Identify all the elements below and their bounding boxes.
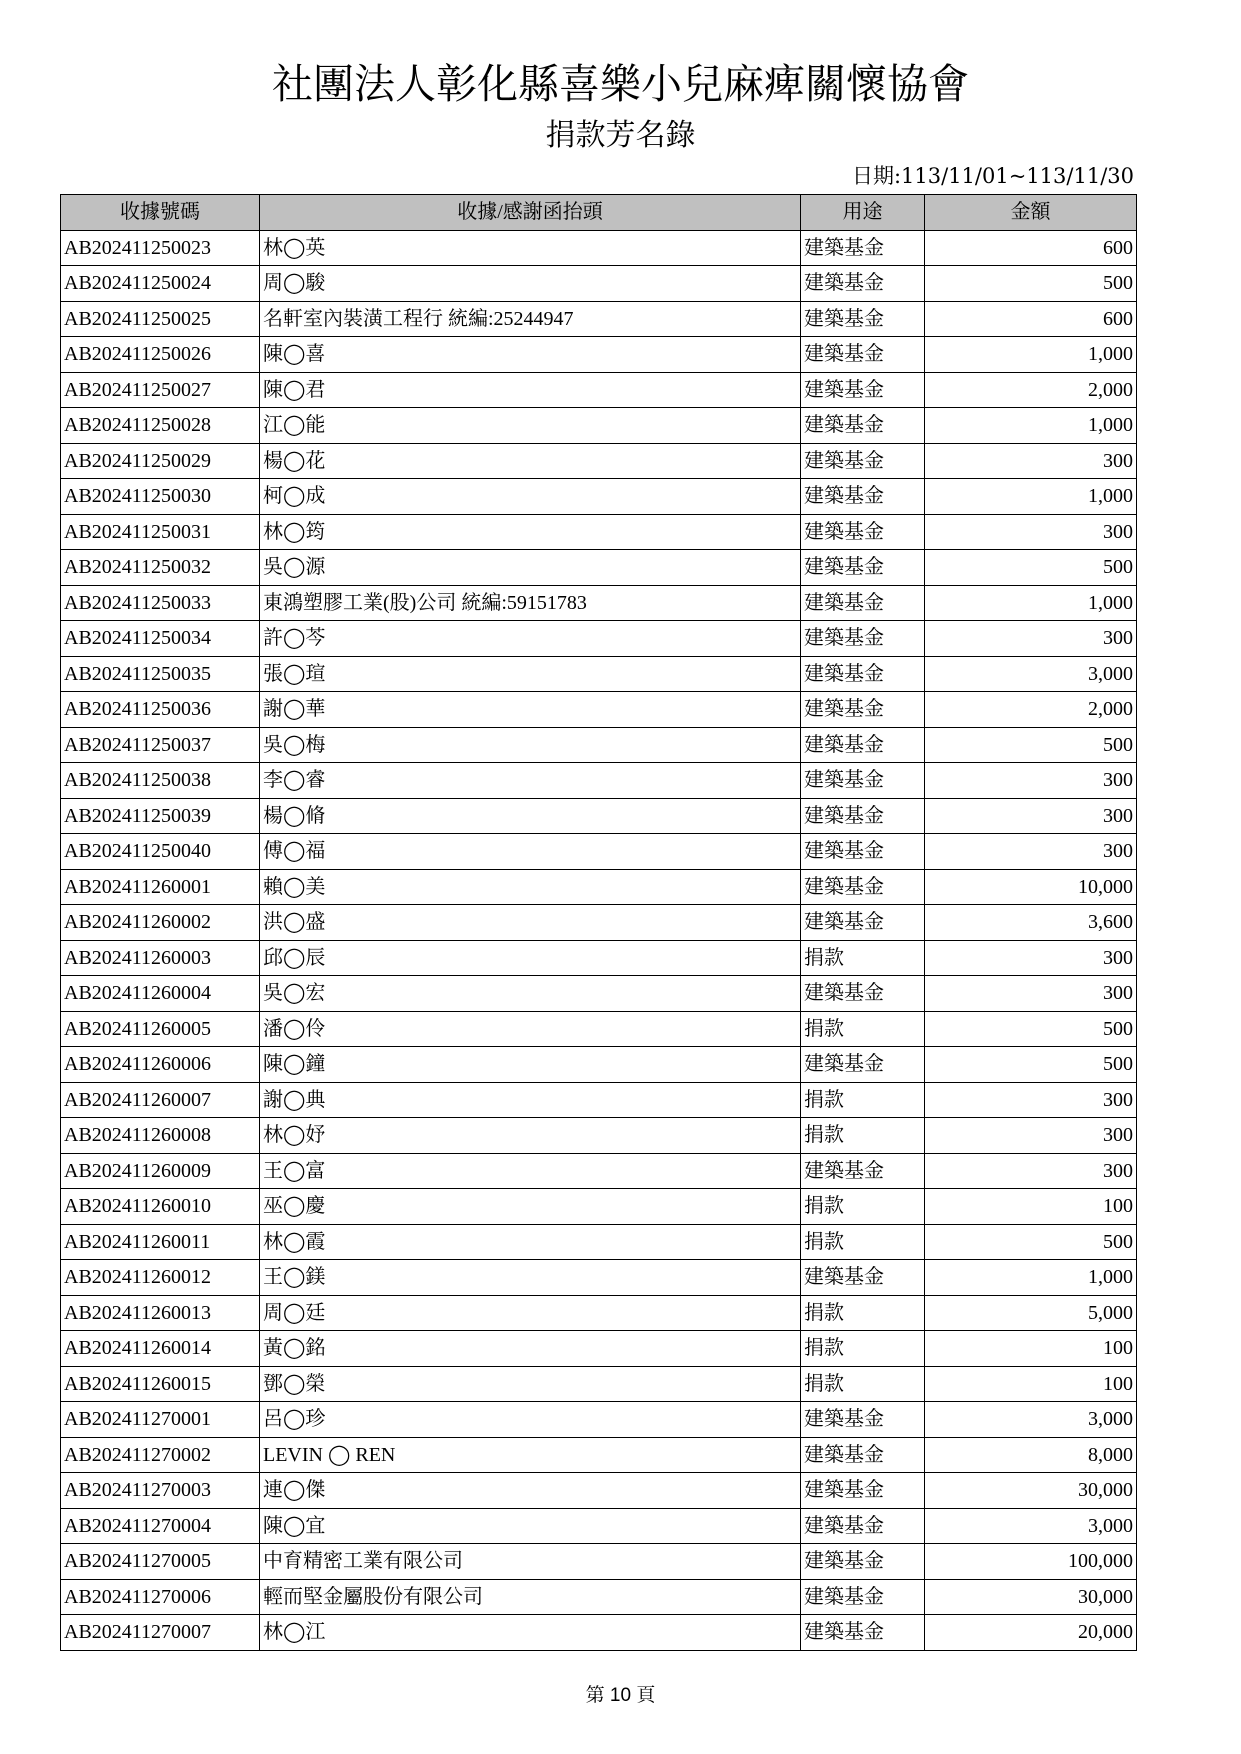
receipt-title-cell: 賴◯美 bbox=[260, 869, 801, 905]
table-row bbox=[61, 1295, 1137, 1331]
amount-cell: 30,000 bbox=[925, 1579, 1137, 1615]
table-row bbox=[61, 514, 1137, 550]
receipt-number-cell: AB202411250028 bbox=[61, 408, 260, 444]
purpose-cell: 建築基金 bbox=[801, 1473, 925, 1509]
table-row bbox=[61, 1544, 1137, 1580]
receipt-title-cell: 陳◯君 bbox=[260, 372, 801, 408]
receipt-title-cell: 楊◯花 bbox=[260, 443, 801, 479]
purpose-cell: 建築基金 bbox=[801, 905, 925, 941]
amount-cell: 30,000 bbox=[925, 1473, 1137, 1509]
receipt-number-cell: AB202411250024 bbox=[61, 266, 260, 302]
purpose-cell: 建築基金 bbox=[801, 479, 925, 515]
purpose-cell: 建築基金 bbox=[801, 372, 925, 408]
amount-cell: 100 bbox=[925, 1189, 1137, 1225]
receipt-number-cell: AB202411250038 bbox=[61, 763, 260, 799]
purpose-cell: 建築基金 bbox=[801, 337, 925, 373]
receipt-number-cell: AB202411260011 bbox=[61, 1224, 260, 1260]
receipt-number-cell: AB202411260014 bbox=[61, 1331, 260, 1367]
purpose-cell: 捐款 bbox=[801, 1295, 925, 1331]
receipt-title-cell: 張◯瑄 bbox=[260, 656, 801, 692]
column-header-receipt-number: 收據號碼 bbox=[61, 195, 260, 231]
purpose-cell: 建築基金 bbox=[801, 1544, 925, 1580]
amount-cell: 300 bbox=[925, 798, 1137, 834]
receipt-number-cell: AB202411270003 bbox=[61, 1473, 260, 1509]
table-row bbox=[61, 1082, 1137, 1118]
receipt-title-cell: 許◯芩 bbox=[260, 621, 801, 657]
purpose-cell: 捐款 bbox=[801, 1011, 925, 1047]
receipt-number-cell: AB202411250030 bbox=[61, 479, 260, 515]
receipt-number-cell: AB202411260006 bbox=[61, 1047, 260, 1083]
receipt-title-cell: 呂◯珍 bbox=[260, 1402, 801, 1438]
table-row bbox=[61, 230, 1137, 266]
purpose-cell: 建築基金 bbox=[801, 1260, 925, 1296]
receipt-title-cell: 柯◯成 bbox=[260, 479, 801, 515]
receipt-title-cell: 吳◯源 bbox=[260, 550, 801, 586]
table-header-row bbox=[61, 195, 1137, 231]
table-row bbox=[61, 1260, 1137, 1296]
amount-cell: 3,000 bbox=[925, 1508, 1137, 1544]
receipt-number-cell: AB202411270001 bbox=[61, 1402, 260, 1438]
purpose-cell: 建築基金 bbox=[801, 550, 925, 586]
receipt-title-cell: 中育精密工業有限公司 bbox=[260, 1544, 801, 1580]
amount-cell: 300 bbox=[925, 514, 1137, 550]
purpose-cell: 建築基金 bbox=[801, 301, 925, 337]
table-row bbox=[61, 1402, 1137, 1438]
receipt-title-cell: 林◯妤 bbox=[260, 1118, 801, 1154]
table-row bbox=[61, 763, 1137, 799]
receipt-number-cell: AB202411250029 bbox=[61, 443, 260, 479]
table-row bbox=[61, 550, 1137, 586]
amount-cell: 100 bbox=[925, 1366, 1137, 1402]
donation-table bbox=[60, 194, 1137, 1651]
receipt-title-cell: 邱◯辰 bbox=[260, 940, 801, 976]
amount-cell: 20,000 bbox=[925, 1615, 1137, 1651]
receipt-title-cell: 周◯廷 bbox=[260, 1295, 801, 1331]
table-row bbox=[61, 337, 1137, 373]
receipt-number-cell: AB202411270002 bbox=[61, 1437, 260, 1473]
table-body bbox=[61, 230, 1137, 1650]
amount-cell: 500 bbox=[925, 1011, 1137, 1047]
purpose-cell: 建築基金 bbox=[801, 266, 925, 302]
receipt-number-cell: AB202411250023 bbox=[61, 230, 260, 266]
amount-cell: 500 bbox=[925, 266, 1137, 302]
purpose-cell: 捐款 bbox=[801, 1118, 925, 1154]
receipt-title-cell: 名軒室內裝潢工程行 統編:25244947 bbox=[260, 301, 801, 337]
table-row bbox=[61, 798, 1137, 834]
amount-cell: 500 bbox=[925, 1224, 1137, 1260]
receipt-number-cell: AB202411250027 bbox=[61, 372, 260, 408]
amount-cell: 100 bbox=[925, 1331, 1137, 1367]
receipt-title-cell: 王◯鎂 bbox=[260, 1260, 801, 1296]
receipt-number-cell: AB202411250037 bbox=[61, 727, 260, 763]
receipt-number-cell: AB202411260005 bbox=[61, 1011, 260, 1047]
receipt-number-cell: AB202411250039 bbox=[61, 798, 260, 834]
amount-cell: 1,000 bbox=[925, 585, 1137, 621]
amount-cell: 300 bbox=[925, 443, 1137, 479]
amount-cell: 2,000 bbox=[925, 372, 1137, 408]
receipt-title-cell: 陳◯喜 bbox=[260, 337, 801, 373]
receipt-title-cell: 潘◯伶 bbox=[260, 1011, 801, 1047]
receipt-number-cell: AB202411260008 bbox=[61, 1118, 260, 1154]
table-row bbox=[61, 1224, 1137, 1260]
receipt-title-cell: 傅◯福 bbox=[260, 834, 801, 870]
purpose-cell: 捐款 bbox=[801, 1366, 925, 1402]
receipt-number-cell: AB202411250031 bbox=[61, 514, 260, 550]
table-row bbox=[61, 1615, 1137, 1651]
purpose-cell: 建築基金 bbox=[801, 727, 925, 763]
table-row bbox=[61, 479, 1137, 515]
receipt-title-cell: 李◯睿 bbox=[260, 763, 801, 799]
purpose-cell: 建築基金 bbox=[801, 230, 925, 266]
purpose-cell: 建築基金 bbox=[801, 443, 925, 479]
table-row bbox=[61, 869, 1137, 905]
amount-cell: 1,000 bbox=[925, 479, 1137, 515]
table-row bbox=[61, 976, 1137, 1012]
column-header-amount: 金額 bbox=[925, 195, 1137, 231]
receipt-title-cell: 輕而堅金屬股份有限公司 bbox=[260, 1579, 801, 1615]
amount-cell: 300 bbox=[925, 763, 1137, 799]
purpose-cell: 建築基金 bbox=[801, 1153, 925, 1189]
column-header-purpose: 用途 bbox=[801, 195, 925, 231]
purpose-cell: 捐款 bbox=[801, 1082, 925, 1118]
document-title: 捐款芳名錄 bbox=[545, 118, 696, 153]
purpose-cell: 捐款 bbox=[801, 1224, 925, 1260]
receipt-title-cell: 林◯英 bbox=[260, 230, 801, 266]
purpose-cell: 建築基金 bbox=[801, 869, 925, 905]
receipt-title-cell: 東鴻塑膠工業(股)公司 統編:59151783 bbox=[260, 585, 801, 621]
amount-cell: 300 bbox=[925, 1118, 1137, 1154]
receipt-number-cell: AB202411260009 bbox=[61, 1153, 260, 1189]
receipt-title-cell: 謝◯華 bbox=[260, 692, 801, 728]
table-row bbox=[61, 1047, 1137, 1083]
table-row bbox=[61, 1473, 1137, 1509]
receipt-number-cell: AB202411250033 bbox=[61, 585, 260, 621]
purpose-cell: 建築基金 bbox=[801, 1579, 925, 1615]
receipt-title-cell: 吳◯梅 bbox=[260, 727, 801, 763]
table-row bbox=[61, 727, 1137, 763]
receipt-number-cell: AB202411260007 bbox=[61, 1082, 260, 1118]
amount-cell: 300 bbox=[925, 1153, 1137, 1189]
purpose-cell: 建築基金 bbox=[801, 1047, 925, 1083]
purpose-cell: 建築基金 bbox=[801, 621, 925, 657]
amount-cell: 300 bbox=[925, 834, 1137, 870]
receipt-title-cell: 楊◯脩 bbox=[260, 798, 801, 834]
table-row bbox=[61, 940, 1137, 976]
receipt-number-cell: AB202411270005 bbox=[61, 1544, 260, 1580]
table-row bbox=[61, 1579, 1137, 1615]
date-range: 日期:113/11/01~113/11/30 bbox=[851, 164, 1134, 188]
receipt-number-cell: AB202411260002 bbox=[61, 905, 260, 941]
receipt-number-cell: AB202411250035 bbox=[61, 656, 260, 692]
table-row bbox=[61, 372, 1137, 408]
receipt-number-cell: AB202411260013 bbox=[61, 1295, 260, 1331]
receipt-title-cell: 陳◯宜 bbox=[260, 1508, 801, 1544]
purpose-cell: 建築基金 bbox=[801, 1615, 925, 1651]
receipt-number-cell: AB202411260010 bbox=[61, 1189, 260, 1225]
table-row bbox=[61, 1331, 1137, 1367]
receipt-number-cell: AB202411260004 bbox=[61, 976, 260, 1012]
receipt-number-cell: AB202411270006 bbox=[61, 1579, 260, 1615]
receipt-title-cell: 林◯江 bbox=[260, 1615, 801, 1651]
table-row bbox=[61, 1011, 1137, 1047]
table-row bbox=[61, 1118, 1137, 1154]
receipt-title-cell: 江◯能 bbox=[260, 408, 801, 444]
amount-cell: 10,000 bbox=[925, 869, 1137, 905]
receipt-title-cell: 黃◯銘 bbox=[260, 1331, 801, 1367]
amount-cell: 300 bbox=[925, 976, 1137, 1012]
purpose-cell: 建築基金 bbox=[801, 1437, 925, 1473]
amount-cell: 600 bbox=[925, 230, 1137, 266]
table-row bbox=[61, 266, 1137, 302]
amount-cell: 600 bbox=[925, 301, 1137, 337]
purpose-cell: 建築基金 bbox=[801, 408, 925, 444]
receipt-number-cell: AB202411250036 bbox=[61, 692, 260, 728]
table-row bbox=[61, 905, 1137, 941]
receipt-title-cell: LEVIN ◯ REN bbox=[260, 1437, 801, 1473]
amount-cell: 500 bbox=[925, 1047, 1137, 1083]
receipt-title-cell: 連◯傑 bbox=[260, 1473, 801, 1509]
purpose-cell: 捐款 bbox=[801, 1189, 925, 1225]
page-number: 第 10 頁 bbox=[585, 1685, 656, 1706]
amount-cell: 1,000 bbox=[925, 408, 1137, 444]
receipt-title-cell: 周◯駿 bbox=[260, 266, 801, 302]
column-header-receipt-title: 收據/感謝函抬頭 bbox=[260, 195, 801, 231]
amount-cell: 3,000 bbox=[925, 1402, 1137, 1438]
receipt-number-cell: AB202411270007 bbox=[61, 1615, 260, 1651]
table-row bbox=[61, 1189, 1137, 1225]
amount-cell: 3,000 bbox=[925, 656, 1137, 692]
table-row bbox=[61, 621, 1137, 657]
receipt-title-cell: 巫◯慶 bbox=[260, 1189, 801, 1225]
purpose-cell: 建築基金 bbox=[801, 763, 925, 799]
table-row bbox=[61, 834, 1137, 870]
table-row bbox=[61, 585, 1137, 621]
purpose-cell: 建築基金 bbox=[801, 692, 925, 728]
purpose-cell: 建築基金 bbox=[801, 1402, 925, 1438]
table-row bbox=[61, 1153, 1137, 1189]
receipt-number-cell: AB202411260003 bbox=[61, 940, 260, 976]
receipt-title-cell: 林◯霞 bbox=[260, 1224, 801, 1260]
table-row bbox=[61, 692, 1137, 728]
receipt-number-cell: AB202411250032 bbox=[61, 550, 260, 586]
receipt-number-cell: AB202411270004 bbox=[61, 1508, 260, 1544]
organization-title: 社團法人彰化縣喜樂小兒麻痺關懷協會 bbox=[272, 60, 969, 108]
amount-cell: 300 bbox=[925, 621, 1137, 657]
purpose-cell: 建築基金 bbox=[801, 656, 925, 692]
purpose-cell: 捐款 bbox=[801, 1331, 925, 1367]
receipt-title-cell: 王◯富 bbox=[260, 1153, 801, 1189]
receipt-number-cell: AB202411250025 bbox=[61, 301, 260, 337]
purpose-cell: 建築基金 bbox=[801, 834, 925, 870]
amount-cell: 500 bbox=[925, 727, 1137, 763]
amount-cell: 3,600 bbox=[925, 905, 1137, 941]
table-row bbox=[61, 1508, 1137, 1544]
amount-cell: 8,000 bbox=[925, 1437, 1137, 1473]
amount-cell: 100,000 bbox=[925, 1544, 1137, 1580]
amount-cell: 5,000 bbox=[925, 1295, 1137, 1331]
receipt-title-cell: 鄧◯榮 bbox=[260, 1366, 801, 1402]
table-row bbox=[61, 1437, 1137, 1473]
receipt-number-cell: AB202411250034 bbox=[61, 621, 260, 657]
table-row bbox=[61, 443, 1137, 479]
table-row bbox=[61, 408, 1137, 444]
receipt-number-cell: AB202411260012 bbox=[61, 1260, 260, 1296]
purpose-cell: 建築基金 bbox=[801, 976, 925, 1012]
table-row bbox=[61, 301, 1137, 337]
amount-cell: 1,000 bbox=[925, 337, 1137, 373]
table-row bbox=[61, 1366, 1137, 1402]
amount-cell: 1,000 bbox=[925, 1260, 1137, 1296]
amount-cell: 300 bbox=[925, 1082, 1137, 1118]
purpose-cell: 建築基金 bbox=[801, 1508, 925, 1544]
amount-cell: 2,000 bbox=[925, 692, 1137, 728]
amount-cell: 300 bbox=[925, 940, 1137, 976]
amount-cell: 500 bbox=[925, 550, 1137, 586]
receipt-title-cell: 吳◯宏 bbox=[260, 976, 801, 1012]
receipt-number-cell: AB202411260015 bbox=[61, 1366, 260, 1402]
purpose-cell: 捐款 bbox=[801, 940, 925, 976]
receipt-number-cell: AB202411250040 bbox=[61, 834, 260, 870]
purpose-cell: 建築基金 bbox=[801, 798, 925, 834]
receipt-number-cell: AB202411260001 bbox=[61, 869, 260, 905]
receipt-title-cell: 陳◯鐘 bbox=[260, 1047, 801, 1083]
receipt-title-cell: 謝◯典 bbox=[260, 1082, 801, 1118]
purpose-cell: 建築基金 bbox=[801, 585, 925, 621]
receipt-title-cell: 林◯筠 bbox=[260, 514, 801, 550]
purpose-cell: 建築基金 bbox=[801, 514, 925, 550]
table-row bbox=[61, 656, 1137, 692]
receipt-title-cell: 洪◯盛 bbox=[260, 905, 801, 941]
receipt-number-cell: AB202411250026 bbox=[61, 337, 260, 373]
